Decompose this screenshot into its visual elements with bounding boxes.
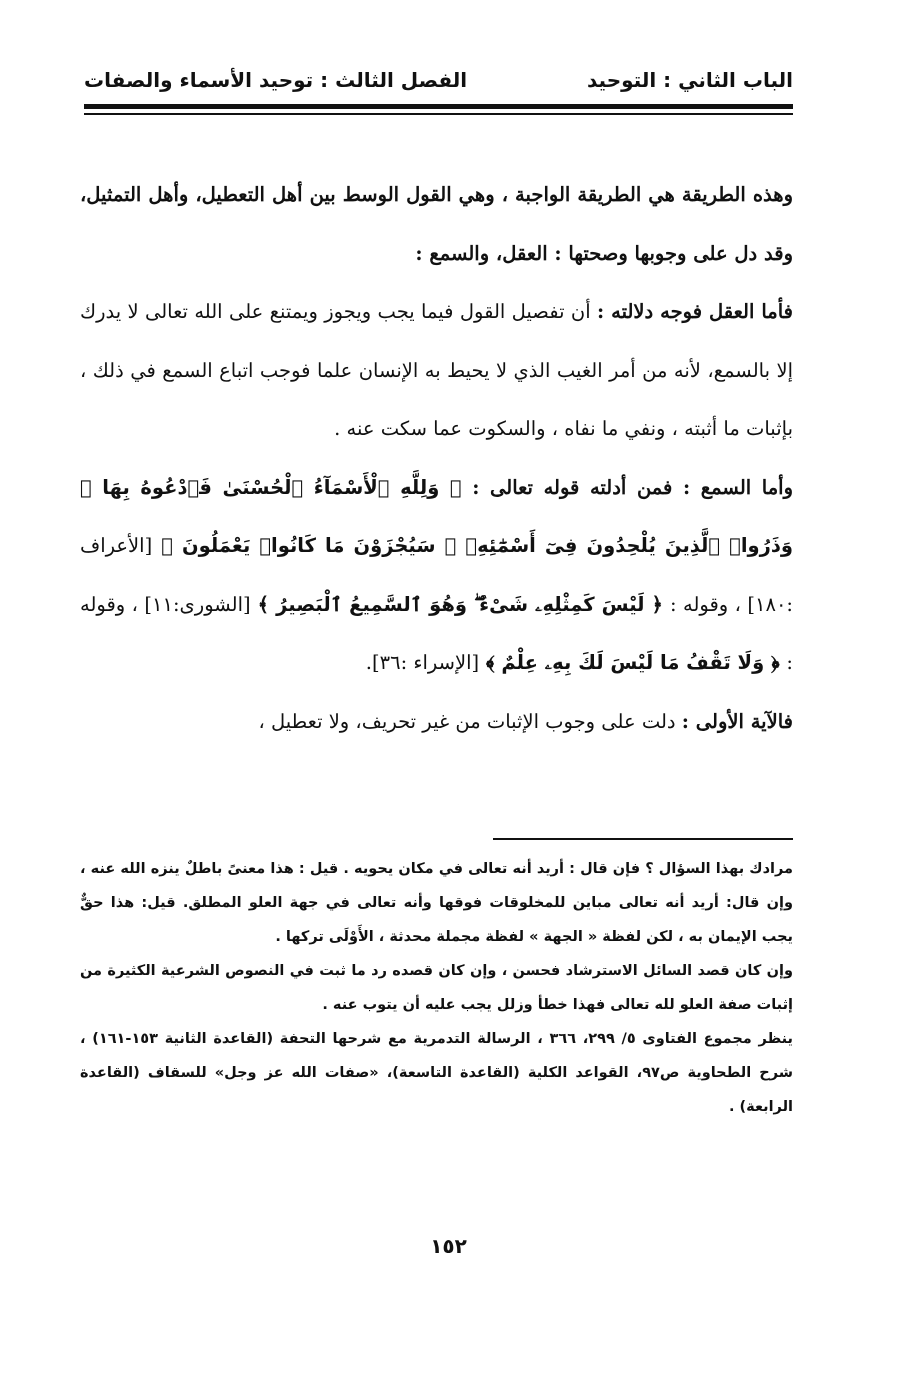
paragraph-reason-text: أن تفصيل القول فيما يجب ويجوز ويمتنع على الله تعالى لا يدرك إلا بالسمع، لأنه من أمر الغيب الذي لا يحيط به الإنسان علما فوجب اتباع السمع في ذلك ، بإثبات ما أثبته ، ونفي ما نفاه ، والسكوت عما سكت عنه . bbox=[80, 300, 793, 440]
paragraph-intro-text: وهذه الطريقة هي الطريقة الواجبة ، وهي القول الوسط بين أهل التعطيل، وأهل التمثيل، وقد دل على وجوبها وصحتها : العقل، والسمع : bbox=[80, 183, 793, 265]
footnote-paragraph-2: وإن كان قصد السائل الاسترشاد فحسن ، وإن كان قصده رد ما ثبت في النصوص الشرعية الكثيرة من إثبات صفة العلو لله تعالى فهذا خطأ وزلل يجب عليه أن يتوب عنه . bbox=[80, 963, 793, 1013]
page-number: ١٥٢ bbox=[430, 1234, 467, 1258]
header-rule-thin bbox=[84, 113, 793, 115]
verse-1-reference: [الأعراف :١٨٠] ، وقوله : bbox=[80, 534, 793, 616]
paragraph-first-verse-lead: فالآية الأولى : bbox=[681, 709, 793, 733]
quran-verse-2: ﴿ لَيْسَ كَمِثْلِهِۦ شَىْءٌ ۖ وَهُوَ ٱلسَّمِيعُ ٱلْبَصِيرُ ﴾ bbox=[250, 592, 670, 616]
paragraph-first-verse bbox=[80, 693, 793, 752]
main-text bbox=[80, 166, 793, 751]
running-header bbox=[84, 62, 793, 98]
header-chapter-title: الباب الثاني : التوحيد bbox=[586, 68, 793, 92]
paragraph-reason-lead: فأما العقل فوجه دلالته : bbox=[596, 300, 793, 323]
header-rule-thick bbox=[84, 104, 793, 109]
footnotes bbox=[80, 852, 793, 1124]
footnote-separator bbox=[493, 838, 793, 840]
paragraph-intro bbox=[80, 166, 793, 283]
paragraph-scripture bbox=[80, 459, 793, 693]
paragraph-reason bbox=[80, 283, 793, 459]
paragraph-scripture-lead: وأما السمع : فمن أدلته قوله تعالى : bbox=[472, 475, 793, 499]
quran-verse-1: ﴿ وَلِلَّهِ ٱلْأَسْمَآءُ ٱلْحُسْنَىٰ فَٱدْعُوهُ بِهَا ۖ وَذَرُوا۟ ٱلَّذِينَ يُلْحِدُونَ فِىٓ أَسْمَٰٓئِهِۦ ۚ سَيُجْزَوْنَ مَا كَانُوا۟ يَعْمَلُونَ ﴾ bbox=[80, 475, 793, 557]
footnote-references: ينظر مجموع الفتاوى ٥/ ٢٩٩، ٣٦٦ ، الرسالة التدمرية مع شرحها التحفة (القاعدة الثانية ١٥٣-١٦١) ، شرح الطحاوية ص٩٧، القواعد الكلية (القاعدة التاسعة)، «صفات الله عز وجل» للسقاف (القاعدة الرابعة) . bbox=[80, 1031, 793, 1115]
paragraph-first-verse-text: دلت على وجوب الإثبات من غير تحريف، ولا تعطيل ، bbox=[258, 709, 682, 733]
footnote-continuation: مرادك بهذا السؤال ؟ فإن قال : أريد أنه تعالى في مكان يحويه . قيل : هذا معنىً باطلٌ ينزه الله عنه ، وإن قال: أريد أنه تعالى مباين للمخلوقات فوقها وأنه تعالى في جهة العلو المطلق. قيل: هذا حقٌّ يجب الإيمان به ، لكن لفظة « الجهة » لفظة مجملة محدثة ، الأَوْلَى تركها . bbox=[80, 861, 793, 945]
verse-3-reference: [الإسراء :٣٦]. bbox=[365, 651, 480, 674]
quran-verse-3: ﴿ وَلَا تَقْفُ مَا لَيْسَ لَكَ بِهِۦ عِلْمٌ ﴾ bbox=[479, 651, 787, 674]
header-section-title: الفصل الثالث : توحيد الأسماء والصفات bbox=[84, 68, 468, 92]
verse-2-reference: [الشورى:١١] ، وقوله : bbox=[80, 592, 793, 674]
